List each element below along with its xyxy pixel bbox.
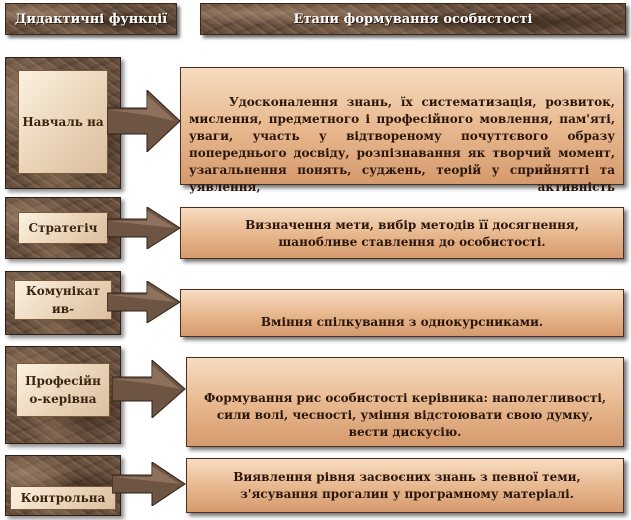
stage-text-control: Виявлення рівня засвоєних знань з певної теми, з'ясування прогалин у програмному матеріалі. (233, 470, 581, 501)
function-box-strategic (5, 197, 121, 259)
stage-text-teaching: Удосконалення знань, їх систематизація, розвиток, мислення, предметного і професійного мовлення, пам'яті, уваги, участь у відтвореному почуттєвого образу попереднього досвіду, розпізнавання як творчий момент, узагальнення понять, суджень, теорій у сприйнятті та уявлення, активність (189, 95, 615, 194)
function-label-control: Контрольна (10, 486, 116, 510)
stage-text-professional: Формування рис особистості керівника: наполегливості, сили волі, чесності, уміння відстоювати свою думку, вести дискусію. (203, 391, 607, 439)
arrow-right-icon (107, 207, 183, 249)
header-didactic-functions-label: Дидактичні функції (14, 11, 168, 27)
header-personality-stages-label: Етапи формування особистості (293, 11, 533, 27)
stage-box-control (186, 458, 624, 513)
stage-box-professional (186, 357, 624, 447)
stage-text-communicative: Вміння спілкування з однокурсниками. (260, 315, 544, 329)
function-label-strategic: Стратегіч (18, 212, 108, 244)
stage-box-communicative (180, 289, 624, 337)
arrow-right-icon (107, 281, 183, 323)
arrow-right-icon (112, 360, 188, 418)
function-label-professional: Професійн о-керівна (16, 363, 110, 417)
function-label-teaching: Навчаль на (18, 70, 108, 174)
arrow-right-icon (112, 462, 188, 506)
stage-text-strategic: Визначення мети, вибір методів її досягнення, шанобливе ставлення до особистості. (245, 218, 579, 249)
function-box-professional (5, 346, 121, 444)
function-box-communicative (5, 271, 121, 335)
header-personality-stages (200, 3, 626, 35)
header-didactic-functions (5, 3, 177, 35)
function-label-communicative: Комунікат ив- (14, 280, 112, 320)
function-box-teaching (5, 57, 121, 189)
stage-box-strategic (180, 207, 624, 259)
stage-box-teaching (180, 67, 624, 194)
arrow-right-icon (107, 90, 183, 152)
function-box-control (5, 455, 121, 516)
